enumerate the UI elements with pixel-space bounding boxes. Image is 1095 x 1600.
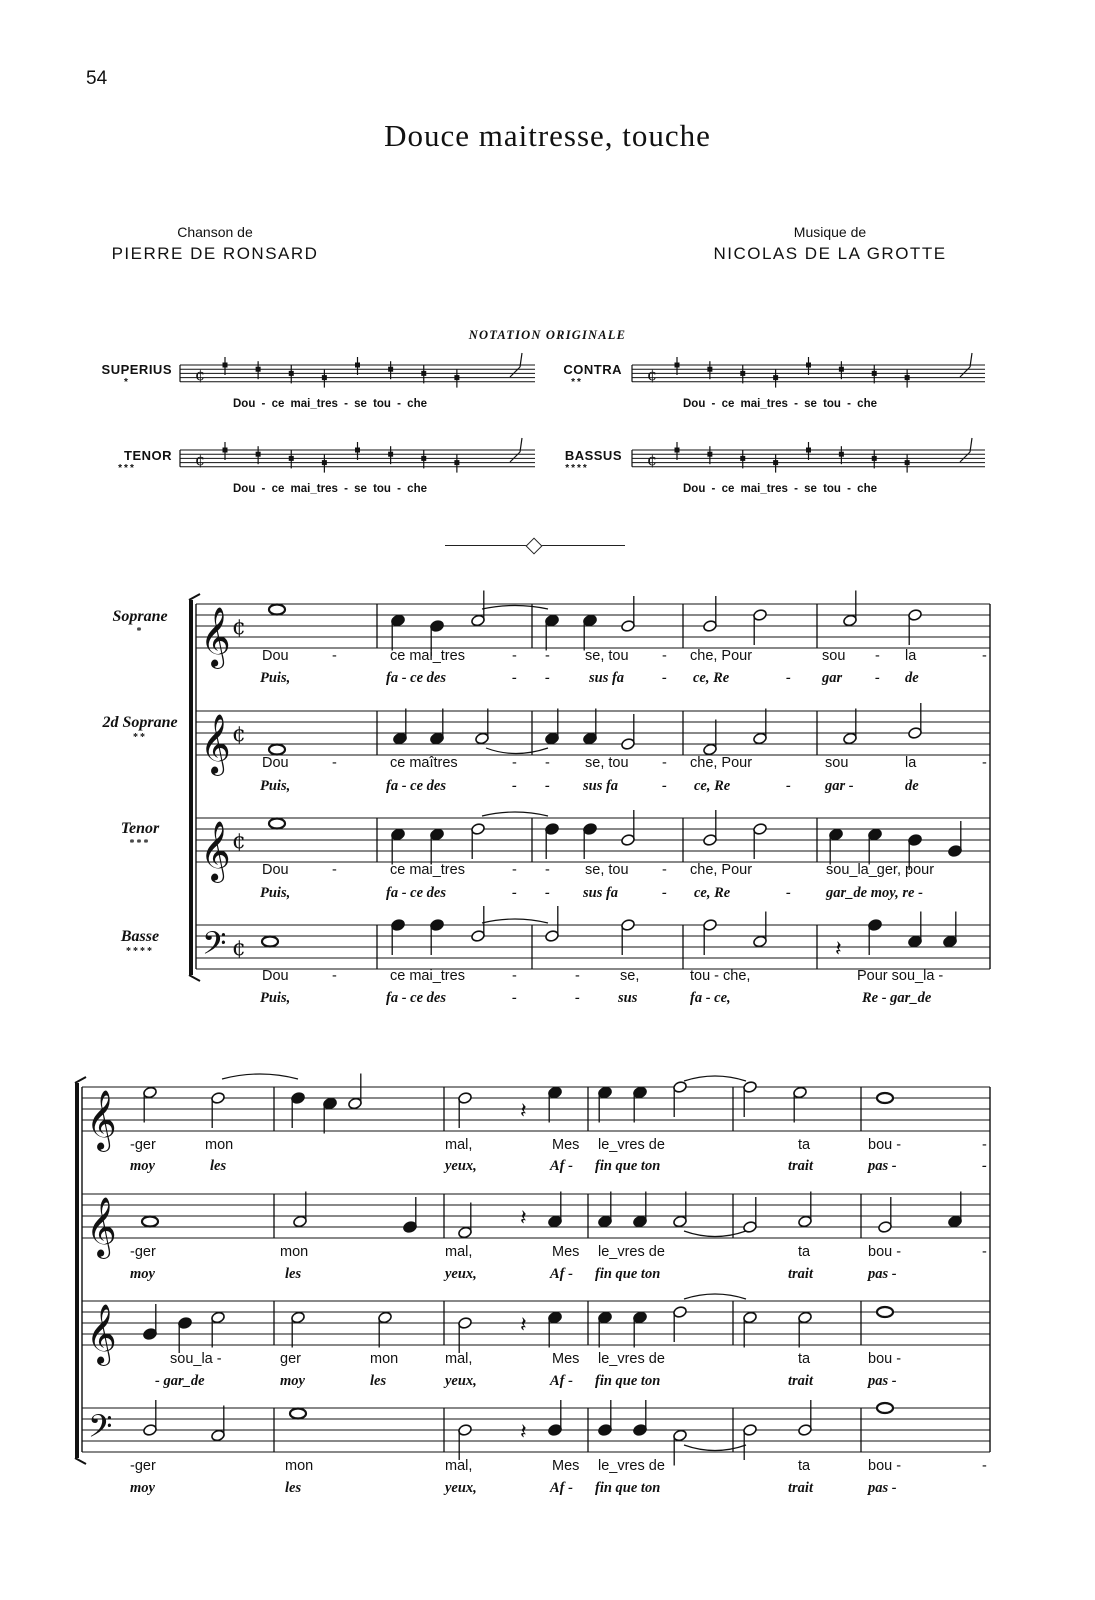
poet-role: Chanson de <box>177 224 253 240</box>
lyric-syllable: - <box>982 755 987 771</box>
lyric-syllable: - <box>545 862 550 878</box>
incipit-note-head <box>872 371 877 376</box>
incipit-note-head <box>675 448 680 453</box>
lyric-syllable: les <box>370 1373 387 1389</box>
incipit-note-head <box>905 460 910 465</box>
lyric-syllable: Af - <box>550 1373 573 1389</box>
lyric-syllable: sou_la_ger, pour <box>826 862 935 878</box>
lyric-syllable: ce maîtres <box>390 755 458 771</box>
part-name: Tenor <box>120 820 160 837</box>
incipit-name: TENOR <box>124 448 172 463</box>
lyric-syllable: Af - <box>550 1158 573 1174</box>
incipit-note-head <box>773 375 778 380</box>
lyric-syllable: che, Pour <box>690 648 753 664</box>
incipit-note-head <box>421 456 426 461</box>
whole-note <box>269 745 285 755</box>
lyric-syllable: de <box>905 670 919 686</box>
part-stars: * <box>136 626 144 637</box>
system-bracket-cap <box>75 1077 86 1083</box>
treble-clef-icon: 𝄞 <box>200 607 231 667</box>
lyric-syllable: gar_de moy, re - <box>826 885 923 901</box>
lyric-syllable: -ger <box>130 1244 156 1260</box>
incipit-name: CONTRA <box>563 362 622 377</box>
incipit-note-head <box>872 456 877 461</box>
system-bracket-cap <box>189 594 200 600</box>
whole-note <box>877 1307 893 1317</box>
quarter-rest-icon: 𝄽 <box>835 936 842 962</box>
incipit-note-head <box>675 363 680 368</box>
part-name: Basse <box>120 928 160 945</box>
lyric-syllable: sus fa <box>583 885 619 901</box>
incipit-mensuration-sign: ¢ <box>647 450 658 469</box>
lyric-syllable: Mes <box>552 1244 580 1260</box>
cut-time-sign: ¢ <box>232 936 246 961</box>
lyric-syllable: pas - <box>868 1266 897 1282</box>
incipit-lyric-bassus: Dou - ce mai_tres - se tou - che <box>683 483 877 495</box>
incipit-name: BASSUS <box>564 448 622 463</box>
lyric-syllable: che, Pour <box>690 862 753 878</box>
lyric-syllable: moy <box>130 1158 155 1174</box>
incipit-note-head <box>223 448 228 453</box>
incipit-note-head <box>355 448 360 453</box>
lyric-syllable: - <box>982 1158 987 1174</box>
lyric-syllable: yeux, <box>445 1266 477 1282</box>
original-notation-heading: NOTATION ORIGINALE <box>468 328 627 342</box>
cut-time-sign: ¢ <box>232 829 246 854</box>
incipit-note-head <box>388 367 393 372</box>
page-title: Douce maitresse, touche <box>384 118 711 153</box>
quarter-rest-icon: 𝄽 <box>520 1205 527 1231</box>
lyric-syllable: - gar_de <box>155 1373 205 1389</box>
lyric-syllable: - <box>662 862 667 878</box>
lyric-syllable: - <box>512 990 517 1006</box>
incipit-custos <box>510 452 520 462</box>
lyric-syllable: mal, <box>445 1244 473 1260</box>
lyric-syllable: Mes <box>552 1351 580 1367</box>
lyric-syllable: gar <box>822 670 843 686</box>
lyric-syllable: se, tou <box>585 648 629 664</box>
quarter-rest-icon: 𝄽 <box>520 1312 527 1338</box>
lyric-syllable: mon <box>285 1458 314 1474</box>
incipit-note-head <box>454 460 459 465</box>
incipit-note-head <box>905 375 910 380</box>
quarter-rest-icon: 𝄽 <box>520 1419 527 1445</box>
lyric-syllable: sus fa <box>589 670 625 686</box>
incipit-custos <box>960 452 970 462</box>
lyric-syllable: trait <box>788 1480 813 1496</box>
lyric-syllable: bou - <box>868 1458 902 1474</box>
lyric-syllable: tou - che, <box>690 968 751 984</box>
incipit-mensuration-sign: ¢ <box>647 365 658 384</box>
lyric-syllable: - <box>512 755 517 771</box>
lyric-syllable: Puis, <box>260 885 291 901</box>
lyric-syllable: mon <box>205 1137 234 1153</box>
lyric-syllable: Puis, <box>260 990 291 1006</box>
incipit-lyric-contra: Dou - ce mai_tres - se tou - che <box>683 398 877 410</box>
quarter-rest-icon: 𝄽 <box>520 1098 527 1124</box>
incipit-note-head <box>223 363 228 368</box>
lyric-syllable: sus <box>618 990 638 1006</box>
whole-note <box>290 1409 306 1419</box>
incipit-note-head <box>839 367 844 372</box>
bass-clef-icon: 𝄢 <box>202 925 227 969</box>
incipit-mensuration-sign: ¢ <box>195 450 206 469</box>
lyric-syllable: Puis, <box>260 670 291 686</box>
tie-slur <box>684 1294 746 1299</box>
lyric-syllable: de <box>905 778 919 794</box>
lyric-syllable: Dou <box>262 648 289 664</box>
lyric-syllable: - <box>786 670 791 686</box>
incipit-note-head <box>806 363 811 368</box>
lyric-syllable: - <box>545 670 550 686</box>
incipit-note-head <box>454 375 459 380</box>
lyric-syllable: ce mai_tres <box>390 862 465 878</box>
whole-note <box>142 1217 158 1227</box>
lyric-syllable: bou - <box>868 1351 902 1367</box>
lyric-syllable: - <box>545 885 550 901</box>
treble-clef-icon: 𝄞 <box>200 821 231 881</box>
lyric-syllable: ce mai_tres <box>390 648 465 664</box>
tie-slur <box>482 919 548 923</box>
lyric-syllable: le_vres de <box>598 1351 665 1367</box>
incipit-note-head <box>839 452 844 457</box>
lyric-syllable: Af - <box>550 1266 573 1282</box>
lyric-syllable: - <box>332 648 337 664</box>
tie-slur <box>684 1445 746 1451</box>
lyric-syllable: ta <box>798 1244 811 1260</box>
incipit-note-head <box>806 448 811 453</box>
lyric-syllable: sus fa <box>583 778 619 794</box>
lyric-syllable: - <box>512 648 517 664</box>
lyric-syllable: -ger <box>130 1137 156 1153</box>
lyric-syllable: -ger <box>130 1458 156 1474</box>
lyric-syllable: - <box>662 885 667 901</box>
lyric-syllable: trait <box>788 1266 813 1282</box>
composer-role: Musique de <box>793 224 867 240</box>
composer-name: NICOLAS DE LA GROTTE <box>713 244 947 263</box>
bass-clef-icon: 𝄢 <box>88 1408 113 1452</box>
incipit-custos <box>960 367 970 377</box>
system-bracket-cap <box>189 975 200 981</box>
lyric-syllable: - <box>982 1458 987 1474</box>
tie-slur <box>482 812 548 816</box>
lyric-syllable: - <box>512 968 517 984</box>
incipit-note-head <box>322 460 327 465</box>
incipit-note-head <box>773 460 778 465</box>
lyric-syllable: pas - <box>868 1480 897 1496</box>
lyric-syllable: - <box>982 648 987 664</box>
lyric-syllable: fa - ce, <box>690 990 731 1006</box>
cut-time-sign: ¢ <box>232 722 246 747</box>
incipit-note-head <box>388 452 393 457</box>
lyric-syllable: ce, Re <box>694 778 731 794</box>
lyric-syllable: mon <box>370 1351 399 1367</box>
lyric-syllable: ta <box>798 1137 811 1153</box>
incipit-note-head <box>355 363 360 368</box>
whole-note <box>262 937 278 947</box>
treble-clef-icon: 𝄞 <box>86 1090 117 1150</box>
lyric-syllable: fin que ton <box>595 1373 661 1389</box>
treble-clef-icon: 𝄞 <box>200 714 231 774</box>
tie-slur <box>684 1231 746 1237</box>
whole-note <box>877 1093 893 1103</box>
incipit-note-head <box>289 456 294 461</box>
lyric-syllable: - <box>332 862 337 878</box>
lyric-syllable: Pour sou_la - <box>857 968 944 984</box>
lyric-syllable: mon <box>280 1244 309 1260</box>
part-stars: ** <box>133 732 147 743</box>
lyric-syllable: - <box>575 968 580 984</box>
incipit-lyric-tenor: Dou - ce mai_tres - se tou - che <box>233 483 427 495</box>
lyric-syllable: fin que ton <box>595 1480 661 1496</box>
lyric-syllable: sou <box>822 648 846 664</box>
incipit-note-head <box>256 452 261 457</box>
tie-slur <box>482 606 548 610</box>
lyric-syllable: bou - <box>868 1137 902 1153</box>
lyric-syllable: pas - <box>868 1373 897 1389</box>
lyric-syllable: se, <box>620 968 640 984</box>
lyric-syllable: - <box>786 885 791 901</box>
lyric-syllable: - <box>662 778 667 794</box>
lyric-syllable: - <box>875 670 880 686</box>
lyric-syllable: les <box>285 1266 302 1282</box>
lyric-syllable: che, Pour <box>690 755 753 771</box>
whole-note <box>269 819 285 829</box>
lyric-syllable: le_vres de <box>598 1458 665 1474</box>
lyric-syllable: les <box>285 1480 302 1496</box>
lyric-syllable: fa - ce des <box>386 990 446 1006</box>
lyric-syllable: yeux, <box>445 1158 477 1174</box>
lyric-syllable: Re - gar_de <box>862 990 932 1006</box>
lyric-syllable: - <box>875 648 880 664</box>
lyric-syllable: fa - ce des <box>386 885 446 901</box>
tie-slur <box>684 1076 746 1081</box>
incipit-note-head <box>289 371 294 376</box>
lyric-syllable: Dou <box>262 862 289 878</box>
tie-slur <box>486 748 548 754</box>
lyric-syllable: moy <box>280 1373 305 1389</box>
lyric-syllable: - <box>545 755 550 771</box>
lyric-syllable: moy <box>130 1480 155 1496</box>
lyric-syllable: - <box>662 670 667 686</box>
lyric-syllable: sou_la - <box>170 1351 222 1367</box>
system-bracket <box>189 600 193 975</box>
lyric-syllable: - <box>512 670 517 686</box>
lyric-syllable: ce mai_tres <box>390 968 465 984</box>
treble-clef-icon: 𝄞 <box>86 1304 117 1364</box>
incipit-note-head <box>740 371 745 376</box>
lyric-syllable: - <box>512 885 517 901</box>
cut-time-sign: ¢ <box>232 615 246 640</box>
incipit-lyric-superius: Dou - ce mai_tres - se tou - che <box>233 398 427 410</box>
system-bracket <box>75 1083 79 1458</box>
lyric-syllable: fa - ce des <box>386 670 446 686</box>
page-number: 54 <box>86 68 108 89</box>
lyric-syllable: la <box>905 755 917 771</box>
lyric-syllable: pas - <box>868 1158 897 1174</box>
lyric-syllable: le_vres de <box>598 1137 665 1153</box>
incipit-stars: ** <box>571 377 583 388</box>
lyric-syllable: - <box>545 778 550 794</box>
lyric-syllable: les <box>210 1158 227 1174</box>
lyric-syllable: ta <box>798 1458 811 1474</box>
lyric-syllable: trait <box>788 1373 813 1389</box>
lyric-syllable: la <box>905 648 917 664</box>
lyric-syllable: - <box>662 755 667 771</box>
lyric-syllable: mal, <box>445 1137 473 1153</box>
incipit-note-head <box>322 375 327 380</box>
lyric-syllable: - <box>332 968 337 984</box>
lyric-syllable: - <box>545 648 550 664</box>
lyric-syllable: - <box>512 862 517 878</box>
part-stars: *** <box>129 838 151 849</box>
lyric-syllable: Mes <box>552 1458 580 1474</box>
lyric-syllable: - <box>575 990 580 1006</box>
lyric-syllable: - <box>786 778 791 794</box>
poet-name: PIERRE DE RONSARD <box>111 244 319 263</box>
lyric-syllable: moy <box>130 1266 155 1282</box>
lyric-syllable: Mes <box>552 1137 580 1153</box>
lyric-syllable: - <box>662 648 667 664</box>
lyric-syllable: le_vres de <box>598 1244 665 1260</box>
lyric-syllable: - <box>512 778 517 794</box>
incipit-note-head <box>256 367 261 372</box>
lyric-syllable: yeux, <box>445 1480 477 1496</box>
lyric-syllable: - <box>332 755 337 771</box>
lyric-syllable: gar - <box>825 778 854 794</box>
lyric-syllable: fin que ton <box>595 1266 661 1282</box>
lyric-syllable: ce, Re <box>694 885 731 901</box>
part-stars: **** <box>126 946 154 957</box>
incipit-note-head <box>707 367 712 372</box>
lyric-syllable: se, tou <box>585 755 629 771</box>
lyric-syllable: fin que ton <box>595 1158 661 1174</box>
whole-note <box>877 1403 893 1413</box>
tie-slur <box>222 1074 298 1079</box>
incipit-note-head <box>740 456 745 461</box>
lyric-syllable: ta <box>798 1351 811 1367</box>
lyric-syllable: mal, <box>445 1351 473 1367</box>
incipit-stars: **** <box>565 463 589 474</box>
part-name: 2d Soprane <box>102 714 178 731</box>
incipit-mensuration-sign: ¢ <box>195 365 206 384</box>
lyric-syllable: Af - <box>550 1480 573 1496</box>
whole-note <box>269 605 285 615</box>
lyric-syllable: se, tou <box>585 862 629 878</box>
lyric-syllable: Dou <box>262 755 289 771</box>
lyric-syllable: mal, <box>445 1458 473 1474</box>
system-bracket-cap <box>75 1458 86 1464</box>
treble-clef-icon: 𝄞 <box>86 1197 117 1257</box>
lyric-syllable: Puis, <box>260 778 291 794</box>
incipit-note-head <box>421 371 426 376</box>
incipit-stars: *** <box>118 463 136 474</box>
incipit-note-head <box>707 452 712 457</box>
lyric-syllable: - <box>982 1137 987 1153</box>
lyric-syllable: - <box>982 1244 987 1260</box>
incipit-name: SUPERIUS <box>101 362 172 377</box>
lyric-syllable: bou - <box>868 1244 902 1260</box>
part-name: Soprane <box>112 608 168 625</box>
lyric-syllable: yeux, <box>445 1373 477 1389</box>
lyric-syllable: sou <box>825 755 849 771</box>
incipit-custos <box>510 367 520 377</box>
lyric-syllable: trait <box>788 1158 813 1174</box>
lyric-syllable: ce, Re <box>693 670 730 686</box>
lyric-syllable: ger <box>280 1351 301 1367</box>
incipit-stars: * <box>124 377 130 388</box>
lyric-syllable: fa - ce des <box>386 778 446 794</box>
lyric-syllable: Dou <box>262 968 289 984</box>
